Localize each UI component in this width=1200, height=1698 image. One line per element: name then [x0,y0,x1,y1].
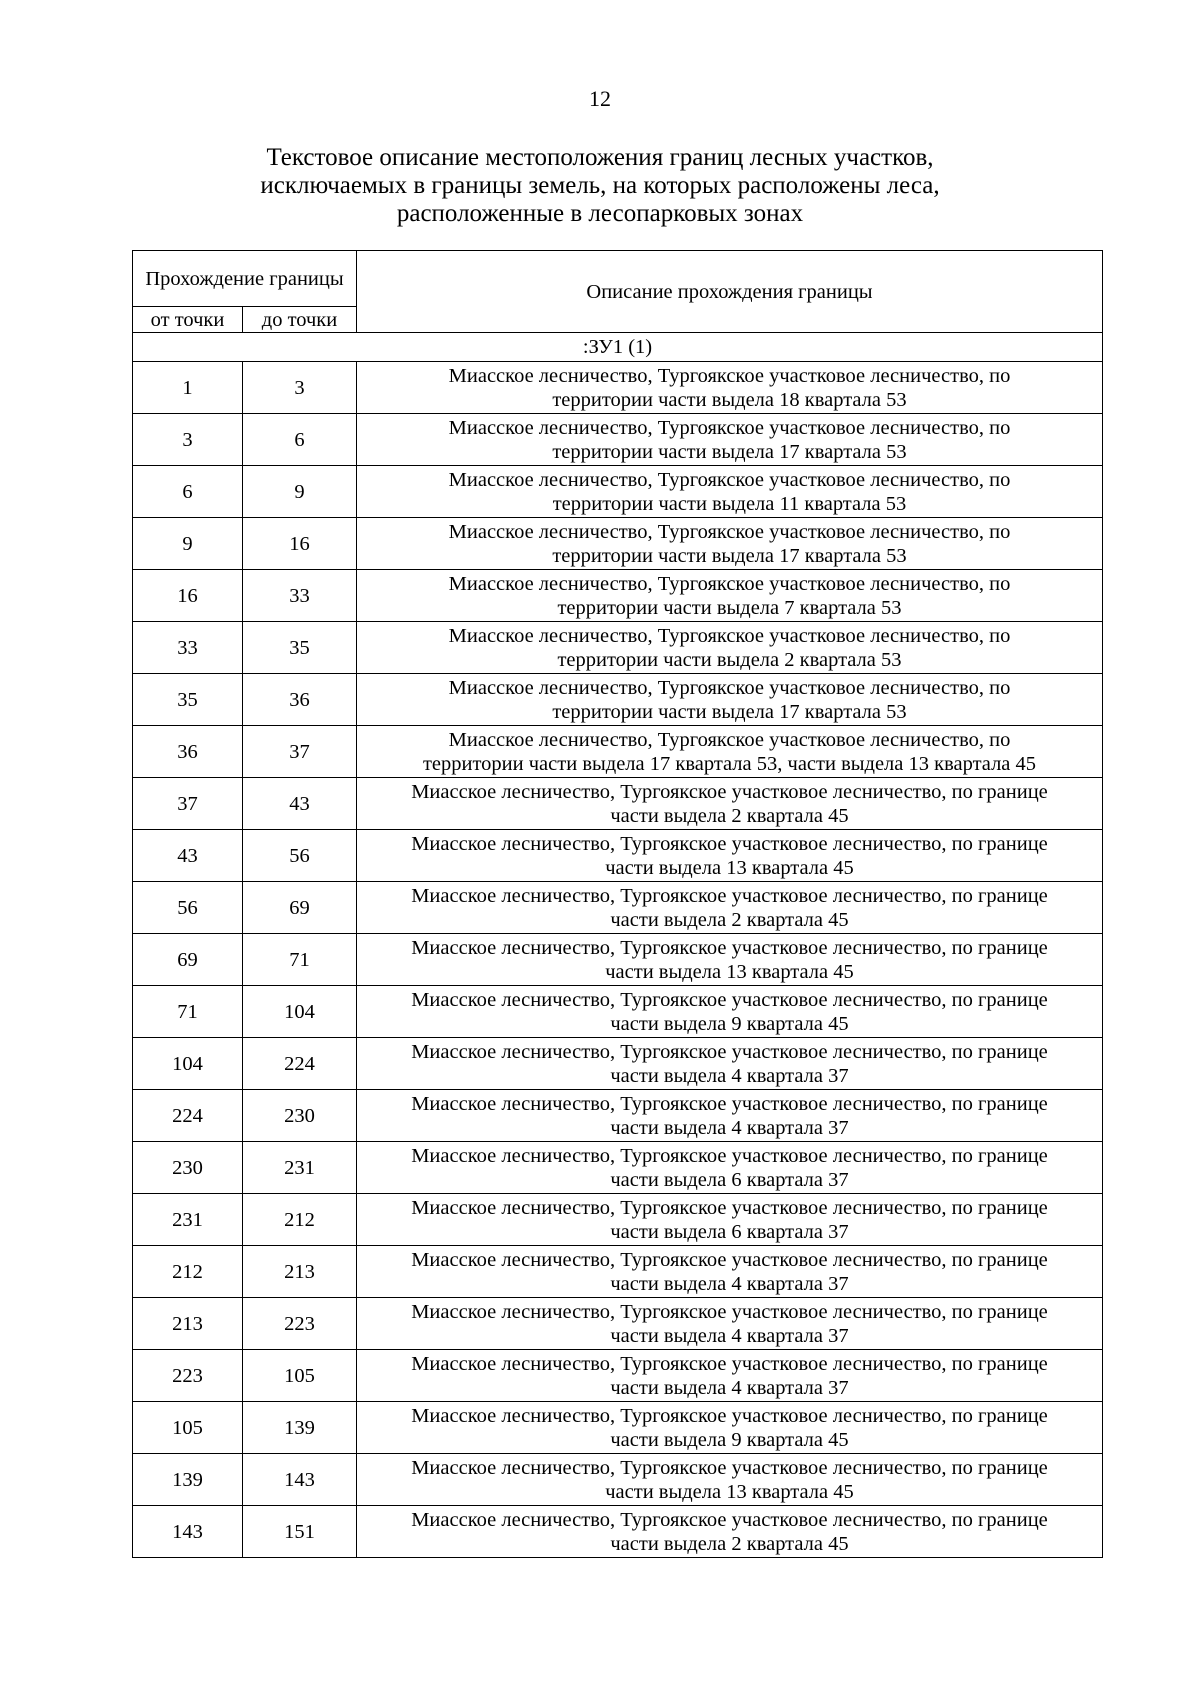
description-cell [357,1506,1103,1558]
description-cell [357,778,1103,830]
to-point-cell: 71 [243,934,357,986]
description-line: части выдела 9 квартала 45 [610,1012,849,1035]
to-point-cell: 3 [243,362,357,414]
description-line: Миасское лесничество, Тургоякское участковое лесничество, по [448,572,1011,595]
description-line: Миасское лесничество, Тургоякское участковое лесничество, по [448,676,1011,699]
description-line: Миасское лесничество, Тургоякское участковое лесничество, по границе [411,1404,1048,1427]
to-point-cell: 56 [243,830,357,882]
table-row [133,1246,1103,1298]
table-row [133,830,1103,882]
table-row [133,622,1103,674]
to-point-cell: 212 [243,1194,357,1246]
description-line: Миасское лесничество, Тургоякское участковое лесничество, по границе [411,1456,1048,1479]
from-point-cell: 6 [133,466,243,518]
table-row [133,570,1103,622]
description-line: Миасское лесничество, Тургоякское участковое лесничество, по границе [411,1300,1048,1323]
from-point-cell: 223 [133,1350,243,1402]
description-cell [357,518,1103,570]
description-line: Миасское лесничество, Тургоякское участковое лесничество, по [448,364,1011,387]
description-line: Миасское лесничество, Тургоякское участковое лесничество, по границе [411,884,1048,907]
to-point-cell: 143 [243,1454,357,1506]
description-line: части выдела 6 квартала 37 [610,1220,849,1243]
header-boundary-passage: Прохождение границы [133,251,357,307]
table-row [133,1350,1103,1402]
description-line: Миасское лесничество, Тургоякское участковое лесничество, по [448,728,1011,751]
from-point-cell: 230 [133,1142,243,1194]
table-row [133,1090,1103,1142]
description-line: части выдела 2 квартала 45 [610,804,849,827]
header-description: Описание прохождения границы [357,251,1103,333]
description-line: Миасское лесничество, Тургоякское участковое лесничество, по [448,624,1011,647]
table-row [133,674,1103,726]
description-cell [357,934,1103,986]
to-point-cell: 231 [243,1142,357,1194]
to-point-cell: 9 [243,466,357,518]
table-row [133,466,1103,518]
to-point-cell: 213 [243,1246,357,1298]
description-line: части выдела 13 квартала 45 [605,856,854,879]
description-line: Миасское лесничество, Тургоякское участковое лесничество, по [448,520,1011,543]
table-row [133,1194,1103,1246]
to-point-cell: 105 [243,1350,357,1402]
header-to-point: до точки [243,307,357,333]
description-line: Миасское лесничество, Тургоякское участковое лесничество, по границе [411,936,1048,959]
description-line: части выдела 6 квартала 37 [610,1168,849,1191]
from-point-cell: 37 [133,778,243,830]
to-point-cell: 35 [243,622,357,674]
document-title [0,144,1200,228]
description-line: Миасское лесничество, Тургоякское участковое лесничество, по [448,416,1011,439]
to-point-cell: 224 [243,1038,357,1090]
title-line: Текстовое описание местоположения границ лесных участков, [266,144,934,171]
description-line: Миасское лесничество, Тургоякское участковое лесничество, по границе [411,1040,1048,1063]
description-line: Миасское лесничество, Тургоякское участковое лесничество, по границе [411,780,1048,803]
section-row [133,333,1103,362]
from-point-cell: 56 [133,882,243,934]
to-point-cell: 33 [243,570,357,622]
table-row [133,726,1103,778]
description-cell [357,1298,1103,1350]
description-line: Миасское лесничество, Тургоякское участковое лесничество, по границе [411,988,1048,1011]
from-point-cell: 105 [133,1402,243,1454]
table-row [133,986,1103,1038]
description-line: части выдела 4 квартала 37 [610,1272,849,1295]
to-point-cell: 151 [243,1506,357,1558]
from-point-cell: 36 [133,726,243,778]
description-cell [357,466,1103,518]
description-line: территории части выдела 2 квартала 53 [557,648,902,671]
description-line: Миасское лесничество, Тургоякское участковое лесничество, по границе [411,1196,1048,1219]
description-line: части выдела 9 квартала 45 [610,1428,849,1451]
table-row [133,1038,1103,1090]
from-point-cell: 43 [133,830,243,882]
description-cell [357,830,1103,882]
from-point-cell: 33 [133,622,243,674]
title-line: исключаемых в границы земель, на которых расположены леса, [260,172,940,199]
description-cell [357,674,1103,726]
to-point-cell: 36 [243,674,357,726]
description-line: части выдела 4 квартала 37 [610,1376,849,1399]
description-line: части выдела 2 квартала 45 [610,908,849,931]
table-row [133,1298,1103,1350]
description-cell [357,1402,1103,1454]
description-cell [357,1350,1103,1402]
from-point-cell: 1 [133,362,243,414]
description-line: территории части выдела 17 квартала 53 [552,544,907,567]
description-line: территории части выдела 18 квартала 53 [552,388,907,411]
table-row [133,934,1103,986]
description-cell [357,882,1103,934]
description-cell [357,1194,1103,1246]
description-line: Миасское лесничество, Тургоякское участковое лесничество, по границе [411,1144,1048,1167]
header-from-point: от точки [133,307,243,333]
to-point-cell: 6 [243,414,357,466]
description-line: территории части выдела 17 квартала 53, части выдела 13 квартала 45 [422,752,1037,775]
boundary-table [132,250,1103,1558]
from-point-cell: 231 [133,1194,243,1246]
from-point-cell: 16 [133,570,243,622]
description-cell [357,622,1103,674]
table-row [133,414,1103,466]
description-line: части выдела 13 квартала 45 [605,1480,854,1503]
description-cell [357,1038,1103,1090]
description-line: части выдела 13 квартала 45 [605,960,854,983]
description-line: территории части выдела 17 квартала 53 [552,700,907,723]
table-row [133,1402,1103,1454]
table-body [133,333,1103,1558]
section-label: :ЗУ1 (1) [133,333,1103,362]
table-row [133,1506,1103,1558]
to-point-cell: 16 [243,518,357,570]
from-point-cell: 35 [133,674,243,726]
table-row [133,778,1103,830]
description-line: части выдела 2 квартала 45 [610,1532,849,1555]
description-line: Миасское лесничество, Тургоякское участковое лесничество, по [448,468,1011,491]
description-cell [357,1090,1103,1142]
description-line: Миасское лесничество, Тургоякское участковое лесничество, по границе [411,1508,1048,1531]
table-row [133,882,1103,934]
from-point-cell: 9 [133,518,243,570]
from-point-cell: 69 [133,934,243,986]
table-row [133,362,1103,414]
description-line: Миасское лесничество, Тургоякское участковое лесничество, по границе [411,1352,1048,1375]
from-point-cell: 104 [133,1038,243,1090]
page-number: 12 [589,86,611,111]
description-cell [357,1454,1103,1506]
from-point-cell: 139 [133,1454,243,1506]
description-cell [357,1246,1103,1298]
description-cell [357,414,1103,466]
description-cell [357,986,1103,1038]
description-line: части выдела 4 квартала 37 [610,1324,849,1347]
table-row [133,1142,1103,1194]
description-line: территории части выдела 17 квартала 53 [552,440,907,463]
from-point-cell: 3 [133,414,243,466]
description-line: Миасское лесничество, Тургоякское участковое лесничество, по границе [411,1092,1048,1115]
description-cell [357,362,1103,414]
title-line: расположенные в лесопарковых зонах [396,200,804,227]
to-point-cell: 69 [243,882,357,934]
description-line: части выдела 4 квартала 37 [610,1116,849,1139]
to-point-cell: 139 [243,1402,357,1454]
to-point-cell: 104 [243,986,357,1038]
description-cell [357,570,1103,622]
description-line: Миасское лесничество, Тургоякское участковое лесничество, по границе [411,1248,1048,1271]
from-point-cell: 71 [133,986,243,1038]
from-point-cell: 143 [133,1506,243,1558]
description-line: территории части выдела 7 квартала 53 [557,596,902,619]
from-point-cell: 213 [133,1298,243,1350]
from-point-cell: 212 [133,1246,243,1298]
description-line: территории части выдела 11 квартала 53 [552,492,907,515]
table-row [133,1454,1103,1506]
description-cell [357,1142,1103,1194]
to-point-cell: 230 [243,1090,357,1142]
from-point-cell: 224 [133,1090,243,1142]
to-point-cell: 43 [243,778,357,830]
table-row [133,518,1103,570]
to-point-cell: 37 [243,726,357,778]
description-line: части выдела 4 квартала 37 [610,1064,849,1087]
description-line: Миасское лесничество, Тургоякское участковое лесничество, по границе [411,832,1048,855]
to-point-cell: 223 [243,1298,357,1350]
description-cell [357,726,1103,778]
